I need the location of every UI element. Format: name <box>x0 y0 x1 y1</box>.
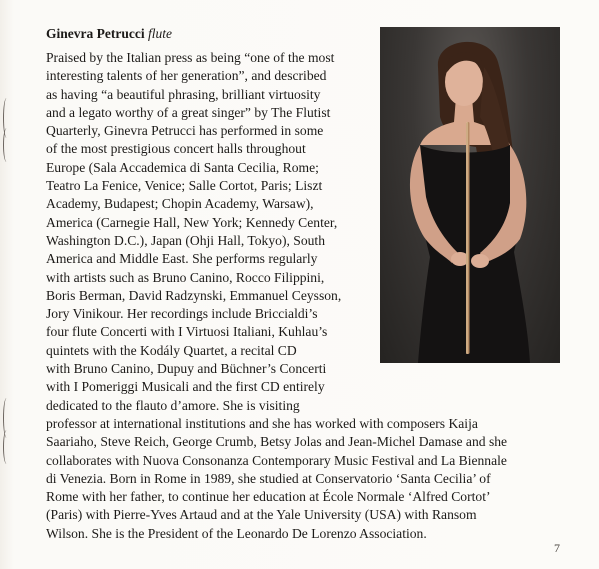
biography-line: and a legato worthy of a great singer” by The Flutist <box>46 104 331 120</box>
biography-line: quintets with the Kodály Quartet, a recital CD <box>46 342 297 358</box>
artist-heading <box>46 26 172 42</box>
binding-mark <box>3 128 10 162</box>
biography-line: Rome with her father, to continue her education at École Normale ‘Alfred Cortot’ <box>46 489 491 505</box>
artist-instrument: flute <box>147 26 172 41</box>
biography-line: America (Carnegie Hall, New York; Kennedy Center, <box>46 214 338 230</box>
biography-line: (Paris) with Pierre-Yves Artaud and at the Yale University (USA) with Ransom <box>46 507 477 523</box>
biography-line: as having “a beautiful phrasing, brilliant virtuosity <box>46 86 321 102</box>
biography-line: Saariaho, Steve Reich, George Crumb, Betsy Jolas and Jean-Michel Damase and she <box>46 434 508 450</box>
biography-line: professor at international institutions and she has worked with composers Kaija <box>46 415 478 431</box>
biography-line: of the most prestigious concert halls throughout <box>46 141 306 157</box>
biography-line: interesting talents of her generation”, and described <box>46 68 327 84</box>
biography-line: di Venezia. Born in Rome in 1989, she studied at Conservatorio ‘Santa Cecilia’ of <box>46 470 491 486</box>
biography-line: Wilson. She is the President of the Leonardo De Lorenzo Association. <box>46 525 427 541</box>
biography-line: Academy, Budapest; Chopin Academy, Warsaw), <box>46 196 314 212</box>
biography-line: with I Pomeriggi Musicali and the first CD entirely <box>46 379 325 395</box>
biography-line: with Bruno Canino, Dupuy and Büchner’s Concerti <box>46 361 327 377</box>
page-number: 7 <box>554 541 560 555</box>
biography-line: with artists such as Bruno Canino, Rocco Filippini, <box>46 269 325 285</box>
biography-line: dedicated to the flauto d’amore. She is visiting <box>46 397 300 413</box>
biography-line: Washington D.C.), Japan (Ohji Hall, Tokyo), South <box>46 232 325 248</box>
biography-line: Boris Berman, David Radzynski, Emmanuel Ceysson, <box>46 287 342 303</box>
biography-line: collaborates with Nuova Consonanza Contemporary Music Festival and La Biennale <box>46 452 507 468</box>
biography-line: Praised by the Italian press as being “one of the most <box>46 50 335 65</box>
biography-line: Teatro La Fenice, Venice; Salle Cortot, Paris; Liszt <box>46 178 323 194</box>
biography-line: Europe (Sala Accademica di Santa Cecilia, Rome; <box>46 159 319 175</box>
biography-line: Quarterly, Ginevra Petrucci has performed in some <box>46 123 324 139</box>
biography-line: America and Middle East. She performs regularly <box>46 251 318 267</box>
artist-name: Ginevra Petrucci <box>46 26 145 41</box>
binding-mark <box>3 430 10 464</box>
biography-line: Jory Vinikour. Her recordings include Briccialdi’s <box>46 306 318 322</box>
biography-text <box>46 49 566 543</box>
biography-line: four flute Concerti with I Virtuosi Italiani, Kuhlau’s <box>46 324 328 340</box>
